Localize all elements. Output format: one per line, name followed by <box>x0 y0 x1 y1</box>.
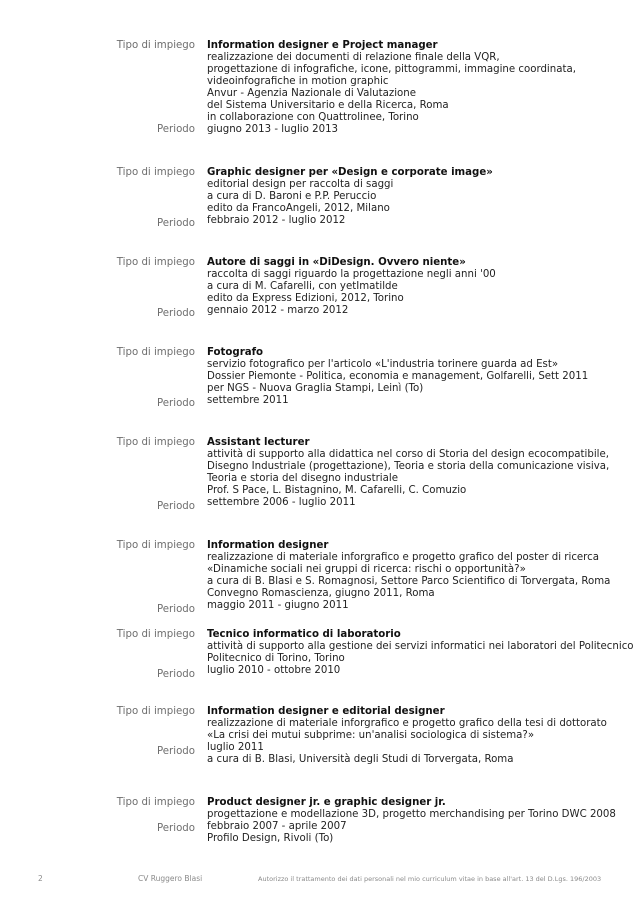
entry-period: febbraio 2012 - luglio 2012 <box>207 215 346 226</box>
label-periodo: Periodo <box>157 746 195 757</box>
entry-line: realizzazione dei documenti di relazione finale della VQR, <box>207 52 500 63</box>
entry-period: gennaio 2012 - marzo 2012 <box>207 305 349 316</box>
entry-line: attività di supporto alla didattica nel corso di Storia del design ecocompatibile, <box>207 449 609 460</box>
entry-line: Dossier Piemonte - Politica, economia e management, Golfarelli, Sett 2011 <box>207 371 589 382</box>
entry-line: raccolta di saggi riguardo la progettazione negli anni '00 <box>207 269 496 280</box>
entry-period: luglio 2010 - ottobre 2010 <box>207 665 341 676</box>
entry-line: attività di supporto alla gestione dei servizi informatici nei laboratori del Politecnico <box>207 641 634 652</box>
entry-line: realizzazione di materiale inforgrafico e progetto grafico del poster di ricerca <box>207 552 599 563</box>
label-periodo: Periodo <box>157 398 195 409</box>
entry-period: settembre 2011 <box>207 395 289 406</box>
entry-period: settembre 2006 - luglio 2011 <box>207 497 356 508</box>
label-tipo-di-impiego: Tipo di impiego <box>116 629 195 640</box>
label-periodo: Periodo <box>157 124 195 135</box>
entry-line: Disegno Industriale (progettazione), Teoria e storia della comunicazione visiva, <box>207 461 610 472</box>
entry-title: Assistant lecturer <box>207 437 310 448</box>
label-tipo-di-impiego: Tipo di impiego <box>116 706 195 717</box>
entry-line: Profilo Design, Rivoli (To) <box>207 833 334 844</box>
entry-line: realizzazione di materiale inforgrafico e progetto grafico della tesi di dottorato <box>207 718 607 729</box>
entry-period: luglio 2011 <box>207 742 264 753</box>
entry-title: Fotografo <box>207 347 264 358</box>
entry-line: a cura di B. Blasi e S. Romagnosi, Settore Parco Scientifico di Torvergata, Roma <box>207 576 611 587</box>
label-periodo: Periodo <box>157 308 195 319</box>
entry-line: a cura di M. Cafarelli, con yetImatilde <box>207 281 398 292</box>
entry-line: Convegno Romascienza, giugno 2011, Roma <box>207 588 435 599</box>
entry-line: «La crisi dei mutui subprime: un'analisi sociologica di sistema?» <box>207 730 535 741</box>
entry-line: edito da Express Edizioni, 2012, Torino <box>207 293 404 304</box>
entry-title: Autore di saggi in «DiDesign. Ovvero niente» <box>207 257 466 268</box>
entry-title: Information designer <box>207 540 329 551</box>
entry-period: maggio 2011 - giugno 2011 <box>207 600 349 611</box>
entry-line: per NGS - Nuova Graglia Stampi, Leinì (To) <box>207 383 424 394</box>
entry-title: Information designer e editorial designer <box>207 706 445 717</box>
entry-line: «Dinamiche sociali nei gruppi di ricerca: rischi o opportunità?» <box>207 564 526 575</box>
label-tipo-di-impiego: Tipo di impiego <box>116 40 195 51</box>
entry-period: giugno 2013 - luglio 2013 <box>207 124 339 135</box>
page-footer <box>0 873 638 885</box>
entry-line: in collaborazione con Quattrolinee, Torino <box>207 112 419 123</box>
label-tipo-di-impiego: Tipo di impiego <box>116 257 195 268</box>
entry-line: progettazione e modellazione 3D, progetto merchandising per Torino DWC 2008 <box>207 809 616 820</box>
entry-line: editorial design per raccolta di saggi <box>207 179 394 190</box>
label-tipo-di-impiego: Tipo di impiego <box>116 347 195 358</box>
label-periodo: Periodo <box>157 669 195 680</box>
label-periodo: Periodo <box>157 823 195 834</box>
entry-title: Graphic designer per «Design e corporate image» <box>207 167 493 178</box>
page-number: 2 <box>38 874 43 883</box>
entry-line: edito da FrancoAngeli, 2012, Milano <box>207 203 390 214</box>
footer-cv-name: CV Ruggero Blasi <box>138 874 203 883</box>
entry-line: progettazione di infografiche, icone, pittogrammi, immagine coordinata, <box>207 64 576 75</box>
entry-title: Tecnico informatico di laboratorio <box>207 629 401 640</box>
entry-line: videoinfografiche in motion graphic <box>207 76 389 87</box>
entry-line: servizio fotografico per l'articolo «L'industria torinere guarda ad Est» <box>207 359 559 370</box>
entry-line: Politecnico di Torino, Torino <box>207 653 345 664</box>
entry-line: del Sistema Universitario e della Ricerca, Roma <box>207 100 449 111</box>
entry-title: Information designer e Project manager <box>207 40 438 51</box>
label-periodo: Periodo <box>157 604 195 615</box>
entry-line: Teoria e storia del disegno industriale <box>207 473 398 484</box>
entry-title: Product designer jr. e graphic designer jr. <box>207 797 446 808</box>
entry-line: Anvur - Agenzia Nazionale di Valutazione <box>207 88 416 99</box>
entry-line: a cura di D. Baroni e P.P. Peruccio <box>207 191 377 202</box>
label-periodo: Periodo <box>157 501 195 512</box>
label-tipo-di-impiego: Tipo di impiego <box>116 437 195 448</box>
footer-privacy-note: Autorizzo il trattamento dei dati personali nel mio curriculum vitae in base all'art. 13 del D.Lgs. 196/2003 <box>258 875 602 883</box>
label-periodo: Periodo <box>157 218 195 229</box>
label-tipo-di-impiego: Tipo di impiego <box>116 167 195 178</box>
entry-line: a cura di B. Blasi, Università degli Studi di Torvergata, Roma <box>207 754 514 765</box>
entry-period: febbraio 2007 - aprile 2007 <box>207 821 347 832</box>
label-tipo-di-impiego: Tipo di impiego <box>116 797 195 808</box>
entry-line: Prof. S Pace, L. Bistagnino, M. Cafarelli, C. Comuzio <box>207 485 467 496</box>
label-tipo-di-impiego: Tipo di impiego <box>116 540 195 551</box>
